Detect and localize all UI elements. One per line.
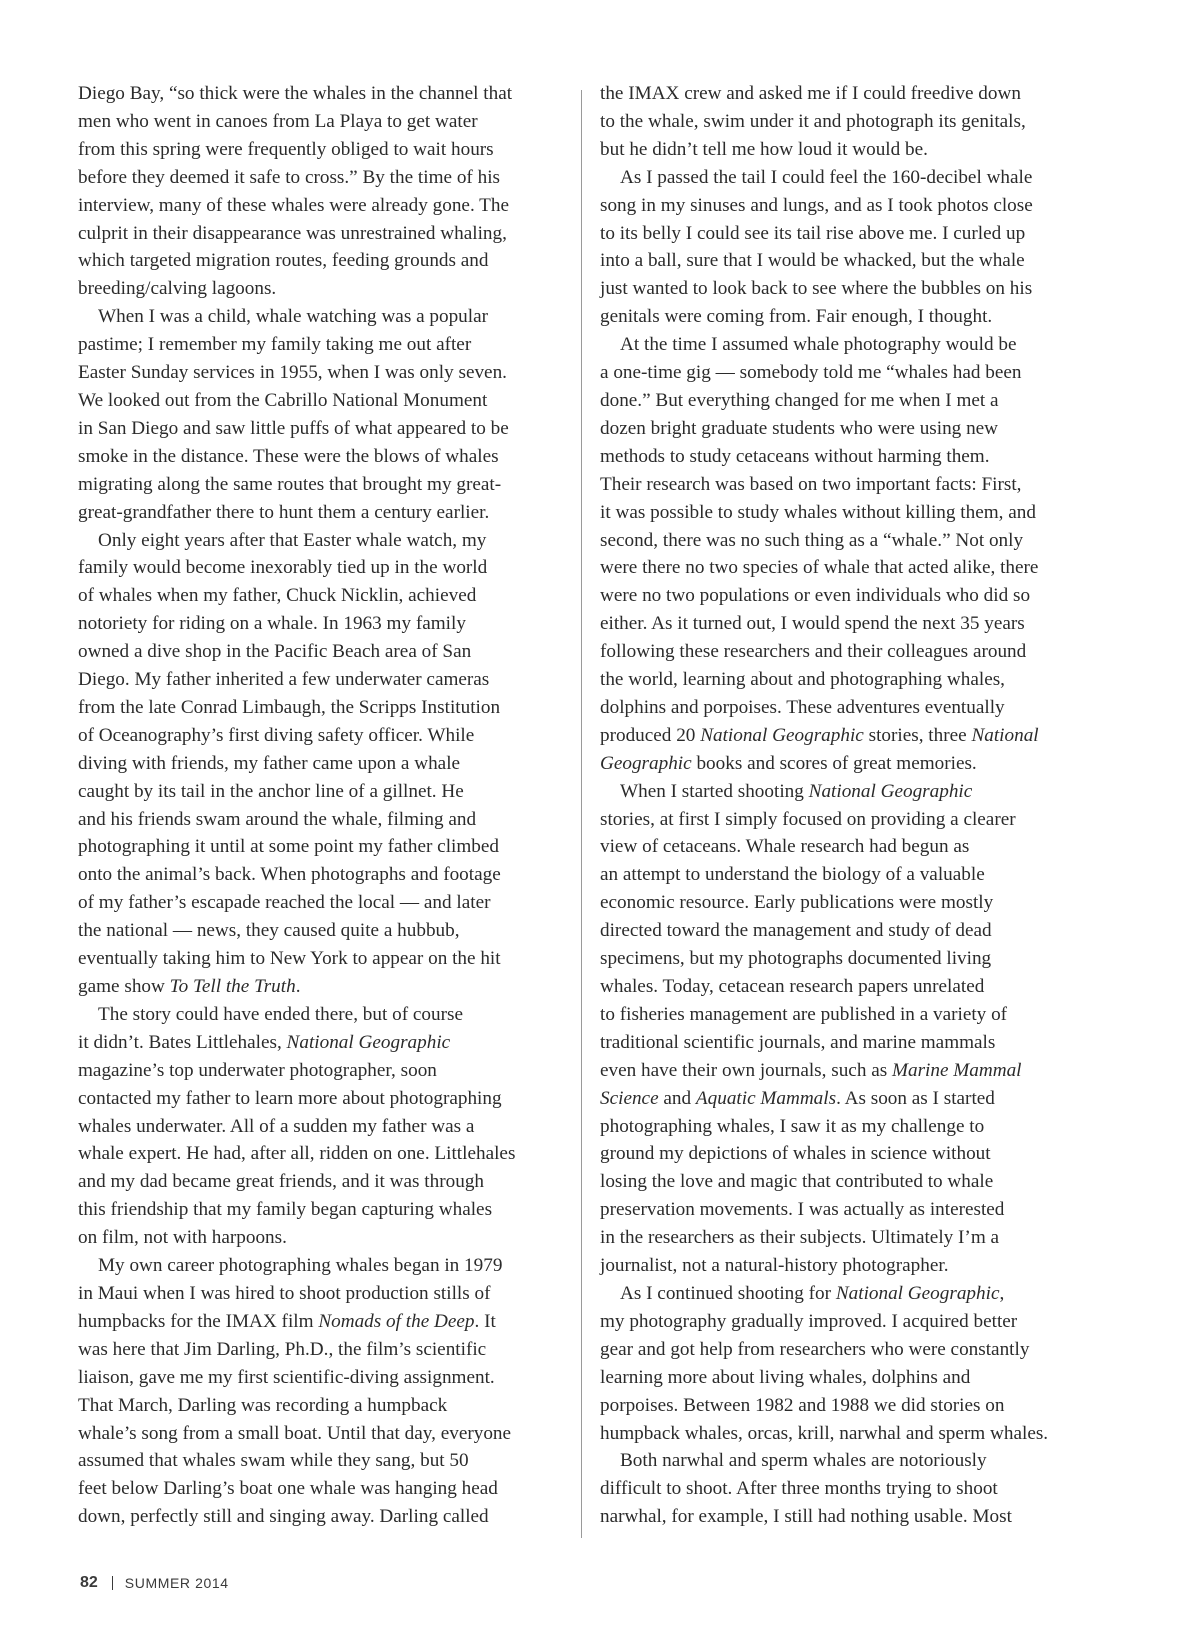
text-line: pastime; I remember my family taking me out after: [78, 334, 472, 356]
text-line: liaison, gave me my first scientific-diving assignment.: [78, 1366, 495, 1388]
text-line: As I passed the tail I could feel the 160-decibel whale: [620, 166, 1033, 188]
text-line: whale expert. He had, after all, ridden on one. Littlehales: [78, 1143, 516, 1165]
text-line: traditional scientific journals, and marine mammals: [600, 1031, 996, 1053]
text-line: it didn’t. Bates Littlehales, National Geographic: [78, 1031, 451, 1053]
text-line: eventually taking him to New York to appear on the hit: [78, 948, 501, 970]
text-line: learning more about living whales, dolphins and: [600, 1366, 971, 1388]
text-line: breeding/calving lagoons.: [78, 278, 277, 300]
text-line: my photography gradually improved. I acquired better: [600, 1310, 1018, 1332]
text-line: view of cetaceans. Whale research had begun as: [600, 836, 970, 858]
text-line: culprit in their disappearance was unrestrained whaling,: [78, 222, 507, 244]
column-divider: [581, 90, 582, 1538]
text-line: interview, many of these whales were already gone. The: [78, 194, 510, 216]
paragraph: [78, 527, 568, 1001]
text-line: economic resource. Early publications were mostly: [600, 892, 994, 914]
paragraph: [78, 303, 568, 526]
text-line: Diego. My father inherited a few underwater cameras: [78, 669, 490, 691]
text-line: a one-time gig — somebody told me “whales had been: [600, 362, 1022, 384]
text-line: assumed that whales swam while they sang, but 50: [78, 1450, 469, 1472]
text-line: produced 20 National Geographic stories, three National: [600, 724, 1039, 746]
text-line: Science and Aquatic Mammals. As soon as I started: [600, 1087, 995, 1109]
text-line: photographing whales, I saw it as my challenge to: [600, 1115, 985, 1137]
text-line: notoriety for riding on a whale. In 1963 my family: [78, 613, 466, 635]
text-line: humpbacks for the IMAX film Nomads of the Deep. It: [78, 1310, 496, 1332]
page-number: 82: [80, 1574, 98, 1591]
text-line: which targeted migration routes, feeding grounds and: [78, 250, 489, 272]
text-line: into a ball, sure that I would be whacked, but the whale: [600, 250, 1025, 272]
text-line: this friendship that my family began capturing whales: [78, 1199, 493, 1221]
text-line: in the researchers as their subjects. Ultimately I’m a: [600, 1227, 1000, 1249]
text-line: but he didn’t tell me how loud it would be.: [600, 138, 928, 160]
text-line: either. As it turned out, I would spend the next 35 years: [600, 613, 1025, 635]
text-line: second, there was no such thing as a “whale.” Not only: [600, 529, 1024, 551]
text-line: Geographic books and scores of great memories.: [600, 752, 977, 774]
text-line: When I started shooting National Geographic: [620, 780, 973, 802]
text-line: to fisheries management are published in a variety of: [600, 1003, 1008, 1025]
text-line: done.” But everything changed for me when I met a: [600, 389, 999, 411]
text-line: whales. Today, cetacean research papers unrelated: [600, 976, 985, 997]
text-line: directed toward the management and study of dead: [600, 920, 992, 942]
footer-separator: [112, 1576, 113, 1590]
text-line: the IMAX crew and asked me if I could freedive down: [600, 83, 1021, 104]
text-line: of Oceanography’s first diving safety officer. While: [78, 724, 475, 746]
text-line: Their research was based on two important facts: First,: [600, 473, 1022, 495]
text-line: Diego Bay, “so thick were the whales in the channel that: [78, 83, 513, 104]
text-line: smoke in the distance. These were the blows of whales: [78, 445, 499, 467]
text-line: following these researchers and their colleagues around: [600, 641, 1027, 663]
text-line: of my father’s escapade reached the local — and later: [78, 892, 491, 914]
text-line: whales underwater. All of a sudden my father was a: [78, 1115, 475, 1137]
text-line: contacted my father to learn more about photographing: [78, 1087, 502, 1109]
right-column: [600, 80, 1090, 1531]
text-line: before they deemed it safe to cross.” By the time of his: [78, 166, 500, 188]
text-line: preservation movements. I was actually as interested: [600, 1199, 1005, 1221]
text-line: it was possible to study whales without killing them, and: [600, 501, 1036, 523]
text-line: ground my depictions of whales in science without: [600, 1143, 991, 1165]
text-line: to the whale, swim under it and photograph its genitals,: [600, 110, 1026, 132]
text-line: When I was a child, whale watching was a popular: [98, 306, 489, 328]
text-line: Only eight years after that Easter whale watch, my: [98, 529, 487, 551]
text-line: in Maui when I was hired to shoot production stills of: [78, 1282, 491, 1304]
text-line: owned a dive shop in the Pacific Beach area of San: [78, 641, 472, 663]
text-line: photographing it until at some point my father climbed: [78, 836, 499, 858]
text-line: game show To Tell the Truth.: [78, 976, 301, 997]
text-line: Easter Sunday services in 1955, when I was only seven.: [78, 362, 507, 384]
paragraph: [78, 1001, 568, 1252]
text-line: whale’s song from a small boat. Until that day, everyone: [78, 1422, 512, 1444]
text-line: was here that Jim Darling, Ph.D., the film’s scientific: [78, 1338, 487, 1360]
text-line: dolphins and porpoises. These adventures eventually: [600, 696, 1005, 718]
text-line: As I continued shooting for National Geographic,: [620, 1282, 1005, 1304]
text-line: losing the love and magic that contributed to whale: [600, 1171, 994, 1193]
text-line: My own career photographing whales began in 1979: [98, 1255, 503, 1277]
text-line: in San Diego and saw little puffs of what appeared to be: [78, 417, 509, 439]
text-line: onto the animal’s back. When photographs and footage: [78, 864, 501, 886]
text-line: methods to study cetaceans without harming them.: [600, 445, 990, 467]
text-line: migrating along the same routes that brought my great-: [78, 473, 502, 495]
text-line: Both narwhal and sperm whales are notoriously: [620, 1450, 987, 1472]
text-line: an attempt to understand the biology of a valuable: [600, 864, 985, 886]
text-line: down, perfectly still and singing away. Darling called: [78, 1506, 489, 1528]
paragraph: [600, 331, 1090, 778]
issue-label: SUMMER 2014: [124, 1575, 229, 1591]
text-line: were there no two species of whale that acted alike, there: [600, 557, 1039, 579]
text-line: the world, learning about and photographing whales,: [600, 669, 1005, 691]
text-line: That March, Darling was recording a humpback: [78, 1394, 448, 1416]
text-line: from the late Conrad Limbaugh, the Scripps Institution: [78, 696, 501, 718]
text-line: men who went in canoes from La Playa to get water: [78, 110, 478, 132]
text-line: The story could have ended there, but of course: [98, 1003, 463, 1025]
paragraph: [600, 164, 1090, 331]
text-line: genitals were coming from. Fair enough, I thought.: [600, 306, 993, 328]
paragraph: [78, 80, 568, 303]
text-line: from this spring were frequently obliged to wait hours: [78, 138, 494, 160]
text-line: were no two populations or even individuals who did so: [600, 585, 1031, 607]
text-line: We looked out from the Cabrillo National Monument: [78, 389, 488, 411]
text-line: and my dad became great friends, and it was through: [78, 1171, 485, 1193]
left-column: [78, 80, 568, 1531]
paragraph: [600, 1447, 1090, 1531]
text-line: of whales when my father, Chuck Nicklin, achieved: [78, 585, 477, 607]
paragraph: [78, 1252, 568, 1531]
text-line: difficult to shoot. After three months trying to shoot: [600, 1478, 998, 1500]
text-line: on film, not with harpoons.: [78, 1227, 287, 1249]
text-line: humpback whales, orcas, krill, narwhal and sperm whales.: [600, 1422, 1049, 1444]
text-line: feet below Darling’s boat one whale was hanging head: [78, 1478, 498, 1500]
page-footer: [80, 1574, 229, 1592]
text-line: the national — news, they caused quite a hubbub,: [78, 920, 460, 942]
text-line: even have their own journals, such as Marine Mammal: [600, 1059, 1022, 1081]
paragraph: [600, 80, 1090, 164]
text-line: porpoises. Between 1982 and 1988 we did stories on: [600, 1394, 1005, 1416]
text-line: just wanted to look back to see where the bubbles on his: [600, 278, 1033, 300]
text-line: dozen bright graduate students who were using new: [600, 417, 999, 439]
text-line: diving with friends, my father came upon a whale: [78, 752, 461, 774]
text-line: specimens, but my photographs documented living: [600, 948, 992, 970]
text-line: to its belly I could see its tail rise above me. I curled up: [600, 222, 1026, 244]
text-line: journalist, not a natural-history photographer.: [600, 1255, 949, 1277]
text-line: great-grandfather there to hunt them a century earlier.: [78, 501, 490, 523]
paragraph: [600, 1280, 1090, 1447]
text-line: and his friends swam around the whale, filming and: [78, 808, 477, 830]
text-line: song in my sinuses and lungs, and as I took photos close: [600, 194, 1033, 216]
text-line: family would become inexorably tied up in the world: [78, 557, 488, 579]
text-line: stories, at first I simply focused on providing a clearer: [600, 808, 1016, 830]
text-line: narwhal, for example, I still had nothing usable. Most: [600, 1506, 1012, 1528]
text-line: caught by its tail in the anchor line of a gillnet. He: [78, 780, 464, 802]
text-line: At the time I assumed whale photography would be: [620, 334, 1017, 356]
text-line: gear and got help from researchers who were constantly: [600, 1338, 1030, 1360]
text-line: magazine’s top underwater photographer, soon: [78, 1059, 437, 1081]
paragraph: [600, 778, 1090, 1280]
